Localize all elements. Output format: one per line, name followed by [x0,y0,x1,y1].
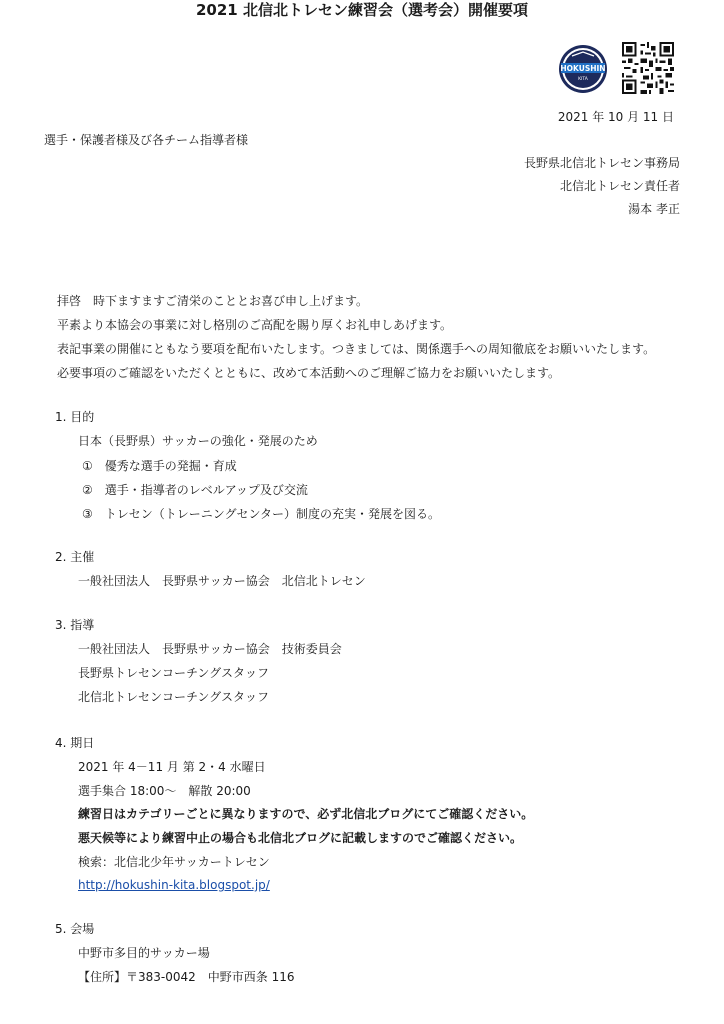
purpose-lead: 日本（長野県）サッカーの強化・発展のため [78,434,318,448]
blog-link[interactable]: http://hokushin-kita.blogspot.jp/ [78,878,270,892]
document-date: 2021 年 10 月 11 日 [557,110,674,124]
period-search: 検索：北信北少年サッカートレセン [78,855,270,869]
venue-address: 【住所】〒383-0042 中野市西条 116 [78,970,295,984]
period-notice-schedule: 練習日はカテゴリーごとに異なりますので、必ず北信北ブログにてご確認ください。 [78,807,534,821]
logo-subtext: KITA [578,77,588,82]
hokushin-logo [558,44,608,94]
purpose-item: ③ トレセン（トレーニングセンター）制度の充実・発展を図る。 [82,507,441,521]
section-heading-venue: 5. 会場 [55,922,95,936]
intro-line: 必要事項のご確認をいただくとともに、改めて本活動へのご理解ご協力をお願いいたします。 [57,366,561,380]
period-notice-weather: 悪天候等により練習中止の場合も北信北ブログに記載しますのでご確認ください。 [78,831,523,845]
document-title: 2021 北信北トレセン練習会（選考会）開催要項 [196,1,528,19]
section-heading-purpose: 1. 目的 [55,410,95,424]
host-line: 一般社団法人 長野県サッカー協会 北信北トレセン [78,574,366,588]
guidance-line: 一般社団法人 長野県サッカー協会 技術委員会 [78,642,342,656]
logo-text: HOKUSHIN [560,64,606,73]
guidance-line: 長野県トレセンコーチングスタッフ [78,666,270,680]
section-heading-host: 2. 主催 [55,550,95,564]
intro-line: 表記事業の開催にともなう要項を配布いたします。つきましては、関係選手への周知徹底をお願いいたします。 [57,342,656,356]
venue-name: 中野市多目的サッカー場 [78,946,210,960]
purpose-item: ① 優秀な選手の発掘・育成 [82,459,237,473]
purpose-item: ② 選手・指導者のレベルアップ及び交流 [82,483,308,497]
addressee: 選手・保護者様及び各チーム指導者様 [44,133,249,147]
sender-name: 湯本 孝正 [628,202,680,216]
qr-code-icon [622,42,674,94]
section-heading-guidance: 3. 指導 [55,618,95,632]
period-dates: 2021 年 4－11 月 第 2・4 水曜日 [78,760,266,774]
sender-organization: 長野県北信北トレセン事務局 [523,156,680,170]
period-time: 選手集合 18:00～ 解散 20:00 [78,784,251,798]
guidance-line: 北信北トレセンコーチングスタッフ [78,690,270,704]
sender-role: 北信北トレセン責任者 [559,179,680,193]
intro-line: 平素より本協会の事業に対し格別のご高配を賜り厚くお礼申しあげます。 [57,318,453,332]
section-heading-period: 4. 期日 [55,736,95,750]
intro-line: 拝啓 時下ますますご清栄のこととお喜び申し上げます。 [57,294,369,308]
